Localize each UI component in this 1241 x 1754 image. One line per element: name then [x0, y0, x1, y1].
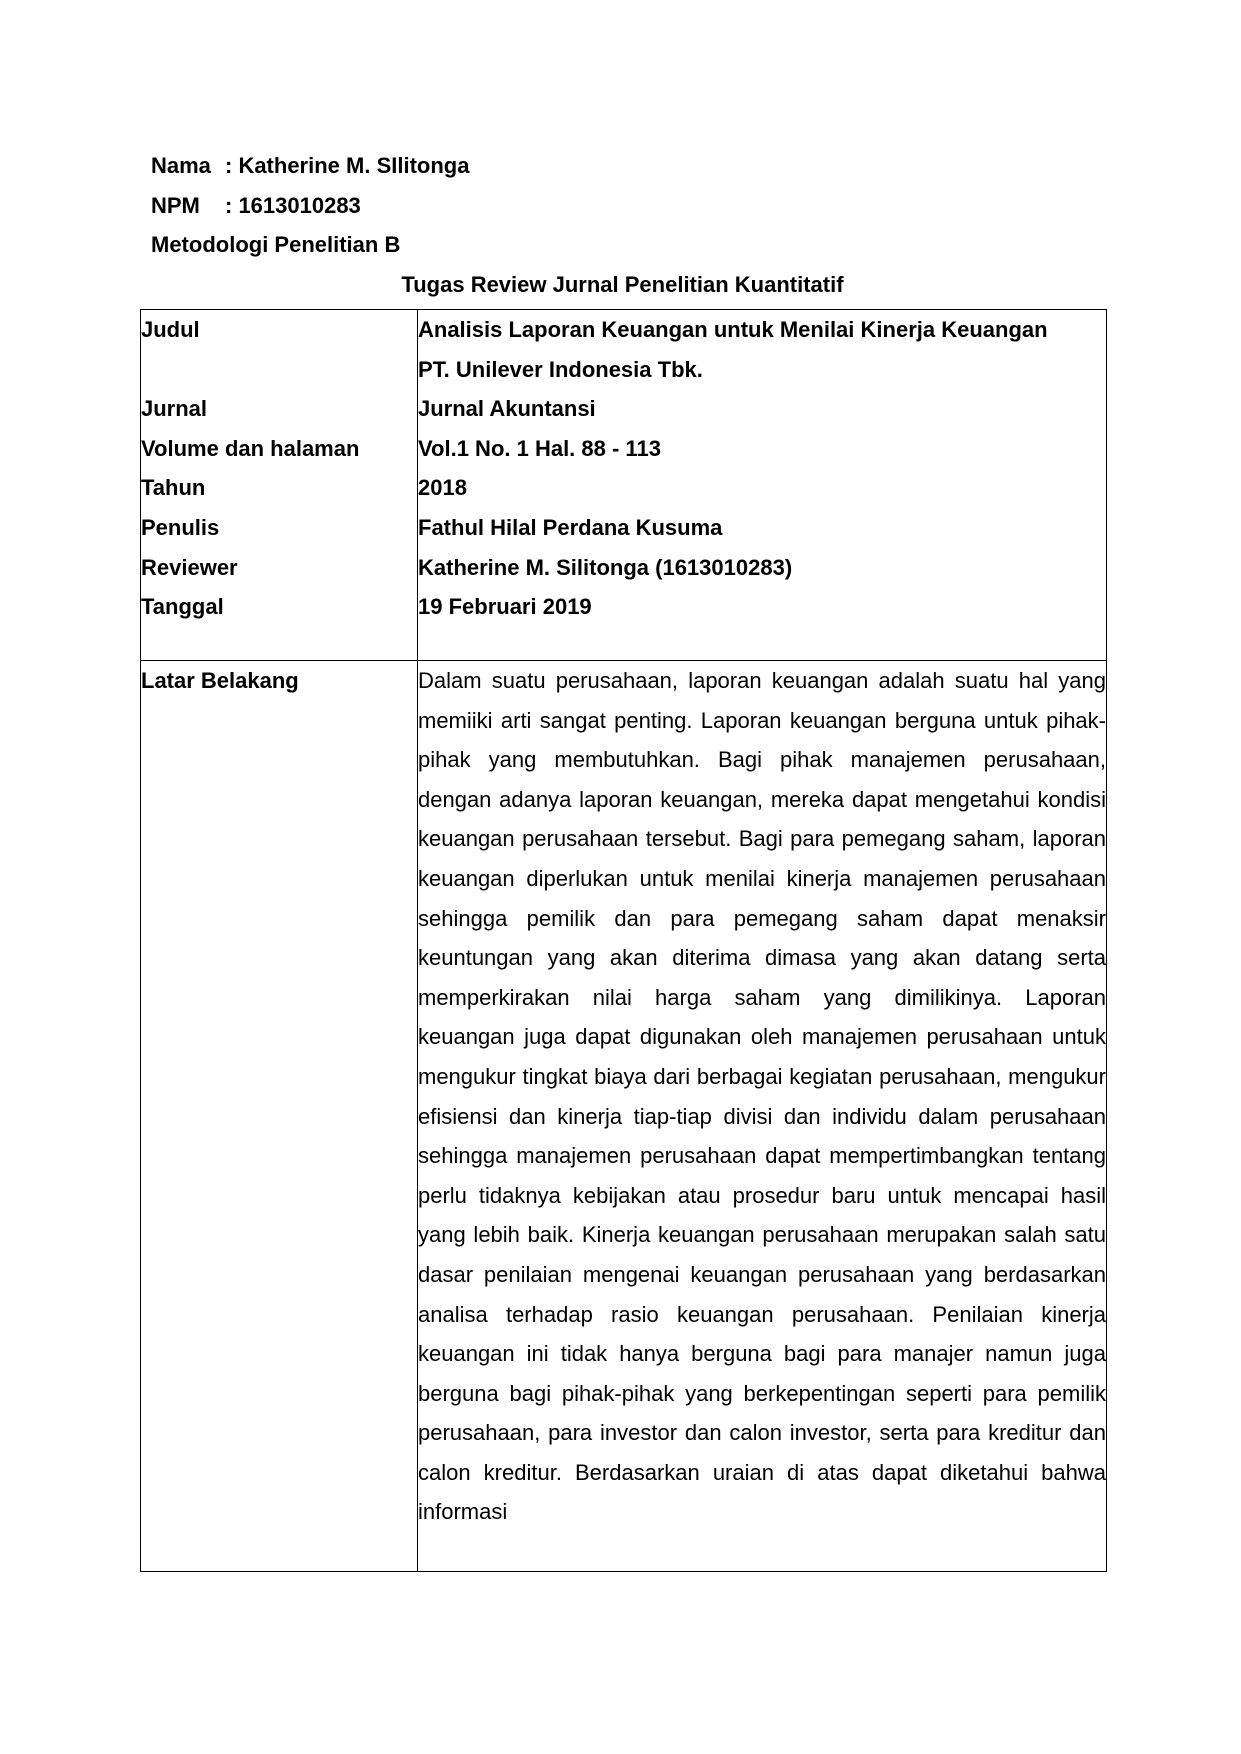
meta-labels-cell — [141, 310, 418, 661]
value-tahun: 2018 — [418, 475, 467, 501]
review-table — [140, 309, 1107, 1572]
student-header — [151, 146, 469, 265]
npm-line — [151, 186, 469, 226]
label-judul-spacer — [141, 350, 417, 390]
npm-value: : 1613010283 — [225, 192, 361, 218]
document-title: Tugas Review Jurnal Penelitian Kuantitatif — [401, 272, 844, 297]
nama-line — [151, 146, 469, 186]
value-penulis: Fathul Hilal Perdana Kusuma — [418, 514, 723, 540]
latar-belakang-row — [141, 661, 1107, 1572]
value-judul-line1: Analisis Laporan Keuangan untuk Menilai Kinerja Keuangan — [418, 317, 1048, 342]
meta-row-group — [141, 310, 1107, 661]
label-tahun: Tahun — [141, 475, 206, 501]
label-reviewer: Reviewer — [141, 554, 238, 580]
meta-values-cell — [418, 310, 1107, 661]
value-volume: Vol.1 No. 1 Hal. 88 - 113 — [418, 435, 661, 461]
nama-value: : Katherine M. SIlitonga — [225, 153, 470, 178]
value-jurnal: Jurnal Akuntansi — [418, 396, 596, 422]
label-latar-belakang: Latar Belakang — [141, 661, 418, 1572]
value-tanggal: 19 Februari 2019 — [418, 594, 592, 620]
latar-belakang-text: Dalam suatu perusahaan, laporan keuangan adalah suatu hal yang memiiki arti sangat penting. Laporan keuangan berguna untuk pihak-pihak yang membutuhkan. Bagi pihak manajemen perusahaan, dengan adanya laporan keuangan, mereka dapat mengetahui kondisi keuangan perusahaan tersebut. Bagi para pemegang saham, laporan keuangan diperlukan untuk menilai kinerja manajemen perusahaan sehingga pemilik dan para pemegang saham dapat menaksir keuntungan yang akan diterima dimasa yang akan datang serta memperkirakan nilai harga saham yang dimilikinya. Laporan keuangan juga dapat digunakan oleh manajemen perusahaan untuk mengukur tingkat biaya dari berbagai kegiatan perusahaan, mengukur efisiensi dan kinerja tiap-tiap divisi dan individu dalam perusahaan sehingga manajemen perusahaan dapat mempertimbangkan tentang perlu tidaknya kebijakan atau prosedur baru untuk mencapai hasil yang lebih baik. Kinerja keuangan perusahaan merupakan salah satu dasar penilaian mengenai keuangan perusahaan yang berdasarkan analisa terhadap rasio keuangan perusahaan. Penilaian kinerja keuangan ini tidak hanya berguna bagi para manajer namun juga berguna bagi pihak-pihak yang berkepentingan seperti para pemilik perusahaan, para investor dan calon investor, serta para kreditur dan calon kreditur. Berdasarkan uraian di atas dapat diketahui bahwa informasi — [418, 661, 1107, 1572]
label-judul: Judul — [141, 317, 200, 342]
label-tanggal: Tanggal — [141, 594, 224, 620]
label-jurnal: Jurnal — [141, 396, 208, 422]
label-volume: Volume dan halaman — [141, 435, 360, 461]
nama-label: Nama — [151, 153, 211, 178]
course-name: Metodologi Penelitian B — [151, 232, 401, 257]
npm-label: NPM — [151, 192, 200, 218]
value-judul-line2: PT. Unilever Indonesia Tbk. — [418, 356, 703, 382]
value-reviewer: Katherine M. Silitonga (1613010283) — [418, 554, 793, 580]
label-penulis: Penulis — [141, 514, 220, 540]
